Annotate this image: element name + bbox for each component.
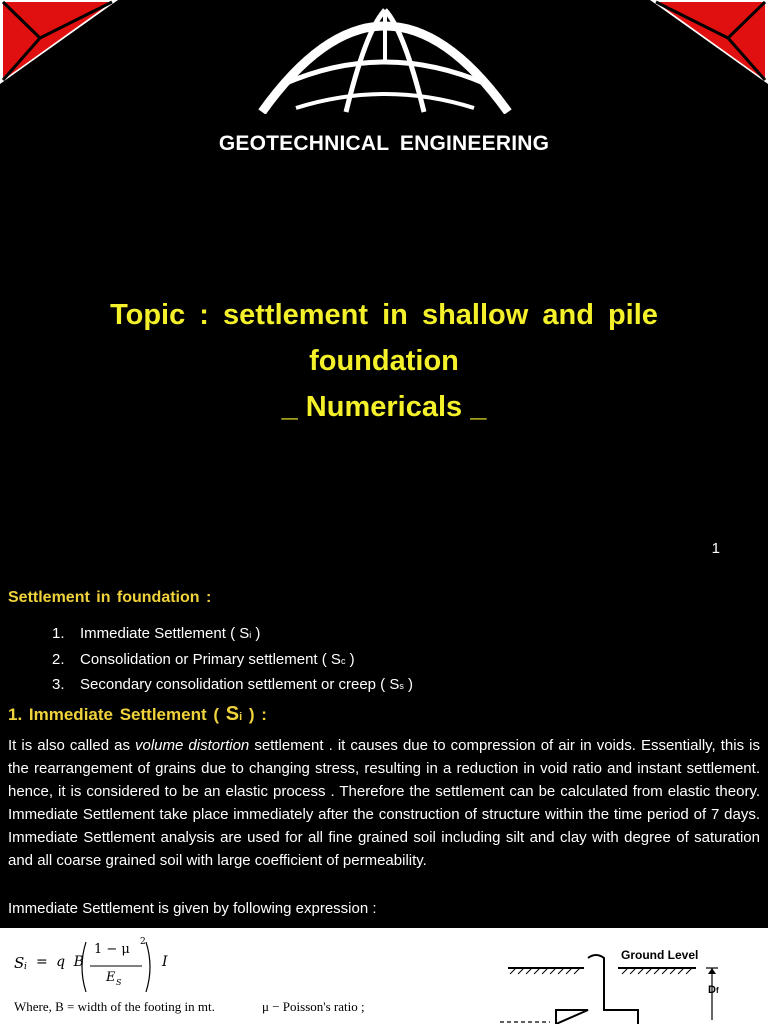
settlement-list — [52, 621, 413, 698]
red-corner-logo-left — [0, 0, 118, 84]
globe-logo-icon — [256, 0, 514, 114]
list-number: 3. — [52, 676, 65, 693]
df-label: Df — [708, 984, 719, 996]
immediate-settlement-heading: 1. Immediate Settlement ( Si ) : — [8, 703, 267, 725]
list-number: 1. — [52, 625, 65, 642]
list-item — [52, 621, 413, 647]
ground-level-label: Ground Level — [621, 948, 699, 962]
topic-line-1: Topic : settlement in shallow and pile — [110, 299, 658, 331]
list-number: 2. — [52, 650, 65, 668]
section-title: Settlement in foundation : — [8, 589, 212, 606]
formula-strip — [0, 928, 768, 1024]
topic-line-3: _ Numericals _ — [281, 391, 487, 423]
page-number: 1 — [711, 540, 720, 557]
footing-diagram — [500, 928, 768, 1024]
description-paragraph: It is also called as volume distortion settlement . it causes due to compression of air in voids. Essentially, this is the rearrangement of grains due to changing stress, resulting in a reduction in void ratio and instant settlement. hence, it is considered to be an elastic process . Therefore the settlement can be calculated from elastic theory. Immediate Settlement take place immediately after the construction of structure within the time period of 7 days. Immediate Settlement analysis are used for all fine grained soil including silt and clay with degree of saturation and all coarse grained soil with large coefficient of permeability. — [8, 737, 760, 869]
topic-title — [40, 292, 728, 430]
settlement-formula: S i = q B 1 − μ 2 E S I — [14, 938, 264, 1004]
list-item — [52, 672, 413, 698]
expression-intro: Immediate Settlement is given by following expression : — [8, 900, 377, 917]
where-line: Where, B = width of the footing in mt. μ − Poisson's ratio ; — [14, 999, 365, 1014]
poisson-ratio-text: μ − Poisson's ratio ; — [262, 999, 365, 1014]
organization-title: GEOTECHNICAL ENGINEERING — [218, 132, 550, 155]
footing-drawing — [500, 928, 768, 1024]
list-text: Consolidation or Primary settlement ( Sc ) — [80, 650, 355, 668]
topic-line-2: foundation — [309, 345, 459, 377]
list-text: Secondary consolidation settlement or creep ( Ss ) — [80, 676, 414, 693]
red-corner-logo-right — [650, 0, 768, 84]
list-text: Immediate Settlement ( Si ) — [80, 625, 261, 642]
list-item — [52, 647, 413, 673]
